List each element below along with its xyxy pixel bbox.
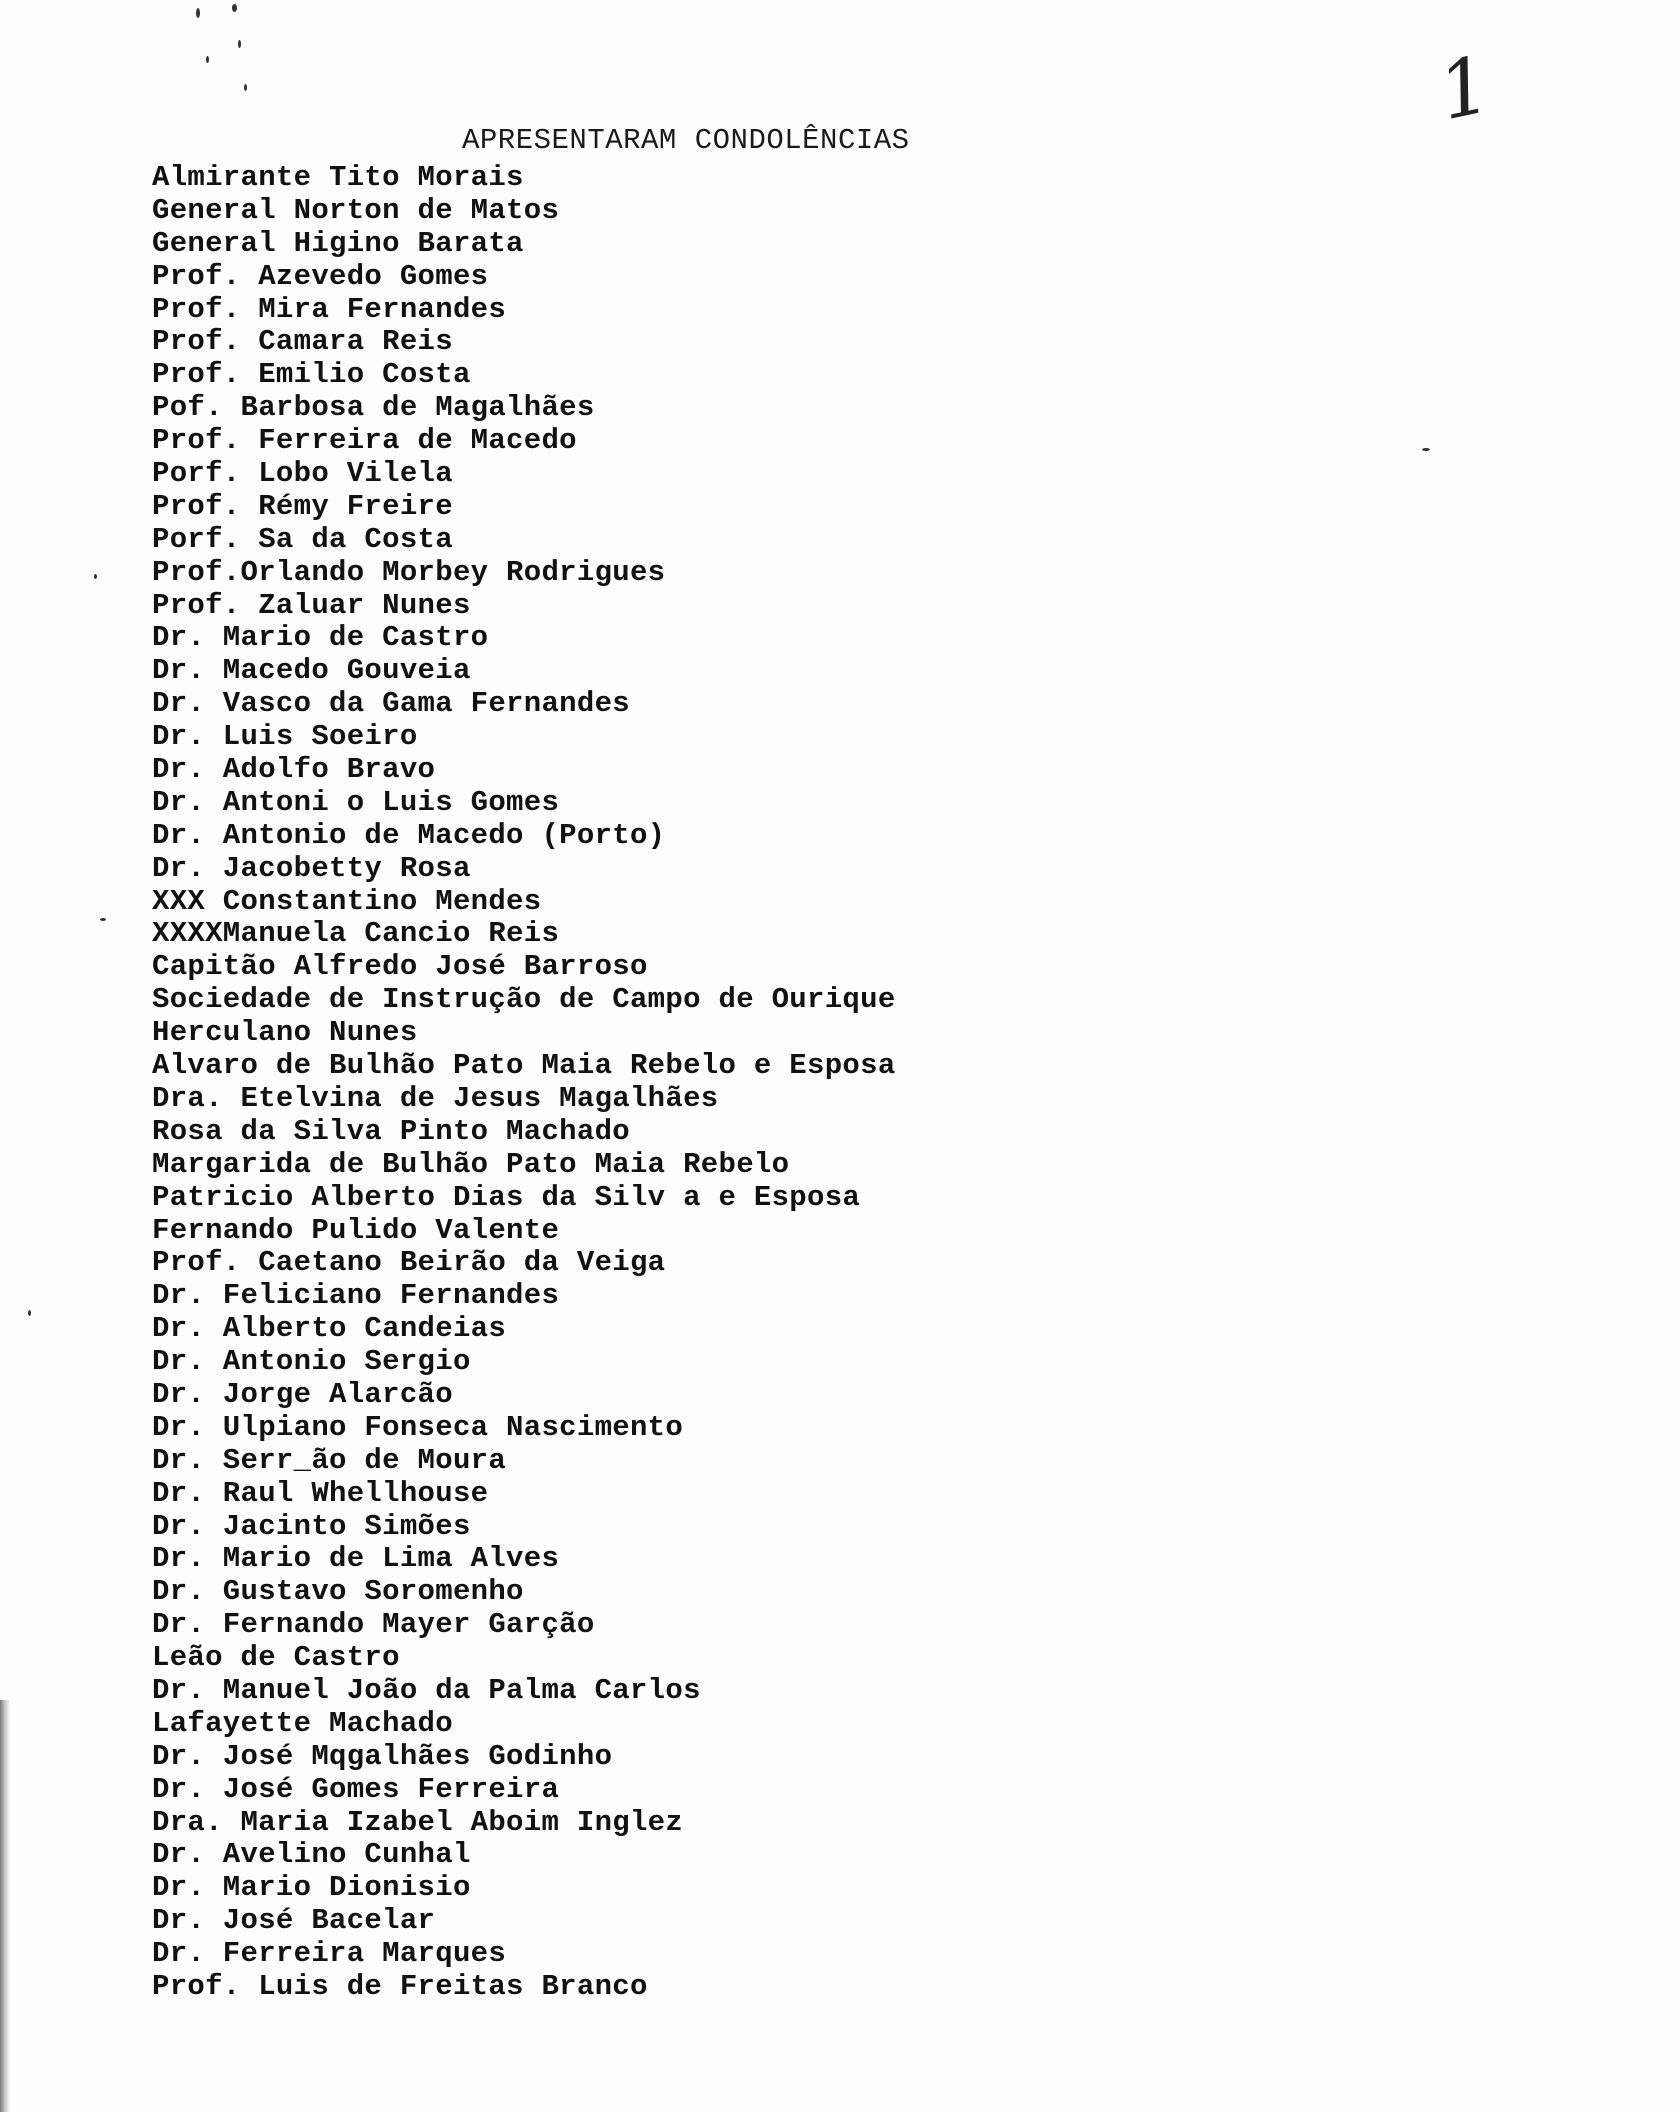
list-item: Dr. José Gomes Ferreira <box>152 1772 560 1806</box>
list-item: Dra. Maria Izabel Aboim Inglez <box>152 1805 684 1839</box>
scan-speck <box>238 40 241 48</box>
list-item: Dr. Avelino Cunhal <box>152 1838 471 1872</box>
list-item: Dr. Raul Whellhouse <box>152 1476 489 1510</box>
list-item: Alvaro de Bulhão Pato Maia Rebelo e Esposa <box>152 1049 896 1083</box>
list-item: Dr. Vasco da Gama Fernandes <box>152 687 630 721</box>
list-item: Porf. Lobo Vilela <box>152 457 453 491</box>
list-item: Dr. Luis Soeiro <box>152 720 418 754</box>
page-number: 1 <box>1431 39 1499 139</box>
list-item: Herculano Nunes <box>152 1016 418 1050</box>
list-item: Prof. Camara Reis <box>152 325 453 359</box>
list-item: Almirante Tito Morais <box>152 161 524 194</box>
scan-speck <box>244 84 247 91</box>
list-item: Dr. Macedo Gouveia <box>152 654 471 688</box>
list-item: Dr. Feliciano Fernandes <box>152 1279 560 1313</box>
list-item: Dra. Etelvina de Jesus Magalhães <box>152 1081 719 1115</box>
list-item: Dr. Jacinto Simões <box>152 1509 471 1543</box>
list-item: Dr. Serr_ão de Moura <box>152 1443 507 1477</box>
list-item: Prof. Rémy Freire <box>152 489 453 523</box>
list-item: XXXXManuela Cancio Reis <box>152 917 560 951</box>
list-item: Dr. Mario Dionisio <box>152 1871 471 1905</box>
list-item: Rosa da Silva Pinto Machado <box>152 1114 630 1148</box>
list-item: Dr. Antonio de Macedo (Porto) <box>152 818 666 852</box>
list-item: Patricio Alberto Dias da Silv a e Esposa <box>152 1180 861 1214</box>
list-item: Prof. Emilio Costa <box>152 358 471 392</box>
list-item: Dr. Ulpiano Fonseca Nascimento <box>152 1410 684 1444</box>
list-item: Leão de Castro <box>152 1641 400 1675</box>
scan-speck <box>196 8 200 18</box>
list-item: Capitão Alfredo José Barroso <box>152 950 648 984</box>
list-item: Dr. Mario de Castro <box>152 621 489 655</box>
list-item: Prof. Caetano Beirão da Veiga <box>152 1246 666 1280</box>
list-item: Prof. Zaluar Nunes <box>152 588 471 622</box>
document-title: APRESENTARAM CONDOLÊNCIAS <box>462 124 910 157</box>
list-item: Dr. Fernando Mayer Garção <box>152 1608 595 1642</box>
scan-edge-shadow <box>0 1700 10 2112</box>
list-item: Fernando Pulido Valente <box>152 1213 560 1247</box>
list-item: Dr. Manuel João da Palma Carlos <box>152 1673 701 1707</box>
list-item: Dr. Mario de Lima Alves <box>152 1542 560 1576</box>
list-item: Dr. Antonio Sergio <box>152 1345 471 1379</box>
list-item: Dr. Ferreira Marques <box>152 1937 507 1971</box>
list-item: General Norton de Matos <box>152 193 560 227</box>
list-item: General Higino Barata <box>152 226 524 260</box>
scan-speck <box>28 1310 31 1316</box>
list-item: Dr. Jorge Alarcão <box>152 1377 453 1411</box>
list-item: Sociedade de Instrução de Campo de Ourique <box>152 983 896 1017</box>
scan-speck <box>1422 448 1430 451</box>
scan-speck <box>232 4 237 12</box>
list-item: XXX Constantino Mendes <box>152 884 542 918</box>
list-item: Margarida de Bulhão Pato Maia Rebelo <box>152 1147 790 1181</box>
list-item: Prof. Azevedo Gomes <box>152 259 489 293</box>
list-item: Dr. Gustavo Soromenho <box>152 1575 524 1609</box>
scan-speck <box>206 56 209 63</box>
scan-speck <box>100 918 106 921</box>
list-item: Prof.Orlando Morbey Rodrigues <box>152 555 666 589</box>
list-item: Dr. José Bacelar <box>152 1904 436 1938</box>
list-item: Pof. Barbosa de Magalhães <box>152 391 595 425</box>
list-item: Lafayette Machado <box>152 1706 453 1740</box>
scan-speck <box>94 574 97 579</box>
list-item: Dr. Alberto Candeias <box>152 1312 507 1346</box>
list-item: Dr. José Mqgalhães Godinho <box>152 1739 613 1773</box>
list-item: Dr. Antoni o Luis Gomes <box>152 785 560 819</box>
list-item: Dr. Adolfo Bravo <box>152 753 436 787</box>
list-item: Dr. Jacobetty Rosa <box>152 851 471 885</box>
list-item: Prof. Mira Fernandes <box>152 292 507 326</box>
list-item: Prof. Luis de Freitas Branco <box>152 1969 648 2003</box>
condolence-list <box>152 162 896 2004</box>
list-item: Prof. Ferreira de Macedo <box>152 424 577 458</box>
list-item: Porf. Sa da Costa <box>152 522 453 556</box>
